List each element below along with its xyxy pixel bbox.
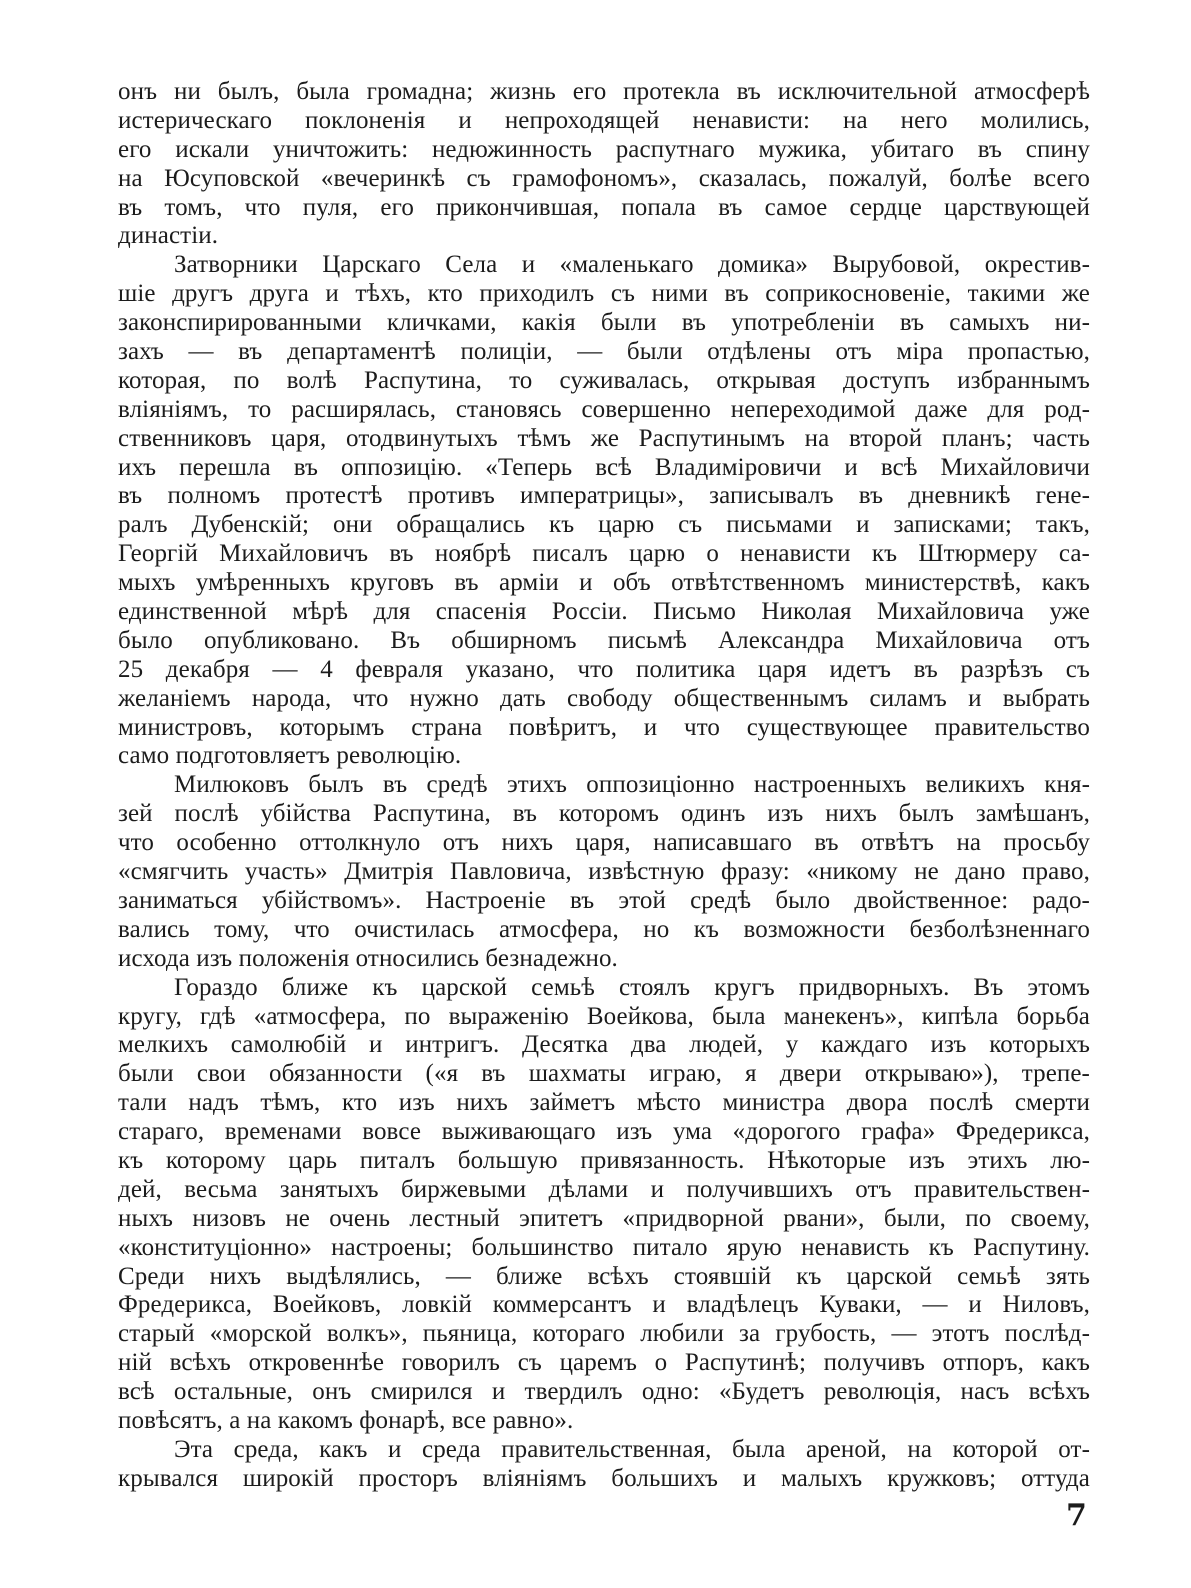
text-line: мелкихъ самолюбій и интригъ. Десятка два людей, у каждаго изъ которыхъ (118, 1031, 1090, 1059)
text-line: законспирированными кличками, какія были въ употребленіи въ самыхъ ни- (118, 309, 1090, 337)
text-line: «смягчить участь» Дмитрія Павловича, извѣстную фразу: «никому не дано право, (118, 858, 1090, 886)
body-text (118, 78, 1090, 1494)
text-line: 25 декабря — 4 февраля указано, что политика царя идетъ въ разрѣзъ съ (118, 655, 1090, 683)
text-line: ній всѣхъ откровеннѣе говорилъ съ царемъ о Распутинѣ; получивъ отпоръ, какъ (118, 1349, 1090, 1377)
text-line: вліяніямъ, то расширялась, становясь совершенно непереходимой даже для род- (118, 395, 1090, 423)
text-line: повѣсятъ, а на какомъ фонарѣ, все равно». (118, 1406, 574, 1434)
text-line: было опубликовано. Въ обширномъ письмѣ Александра Михайловича отъ (118, 626, 1090, 654)
text-line: вались тому, что очистилась атмосфера, но къ возможности безболѣзненнаго (118, 915, 1090, 943)
text-line: мыхъ умѣренныхъ круговъ въ арміи и объ отвѣтственномъ министерствѣ, какъ (118, 569, 1090, 597)
text-line: стараго, временами вовсе выживающаго изъ ума «дорогого графа» Фредерикса, (118, 1118, 1090, 1146)
text-line: захъ — въ департаментѣ полиціи, — были отдѣлены отъ міра пропастью, (118, 338, 1090, 366)
text-line: шіе другъ друга и тѣхъ, кто приходилъ съ ними въ соприкосновеніе, такими же (118, 280, 1090, 308)
text-line: дей, весьма занятыхъ биржевыми дѣлами и получившихъ отъ правительствен- (118, 1175, 1090, 1203)
text-line: исхода изъ положенія относились безнадежно. (118, 944, 618, 972)
text-line: династіи. (118, 222, 219, 250)
text-line: ныхъ низовъ не очень лестный эпитетъ «придворной рвани», были, по своему, (118, 1204, 1090, 1232)
text-line: «конституціонно» настроены; большинство питало ярую ненависть къ Распутину. (118, 1233, 1090, 1261)
text-line: къ которому царь питалъ большую привязанность. Нѣкоторые изъ этихъ лю- (118, 1146, 1090, 1174)
text-line: ихъ перешла въ оппозицію. «Теперь всѣ Владиміровичи и всѣ Михайловичи (118, 453, 1090, 481)
text-line: въ томъ, что пуля, его прикончившая, попала въ самое сердце царствующей (118, 193, 1090, 221)
text-line: Фредерикса, Воейковъ, ловкій коммерсантъ и владѣлецъ Куваки, — и Ниловъ, (118, 1291, 1090, 1319)
text-line: заниматься убійствомъ». Настроеніе въ этой средѣ было двойственное: радо- (118, 886, 1090, 914)
text-line: онъ ни былъ, была громадна; жизнь его протекла въ исключительной атмосферѣ (118, 78, 1090, 105)
text-line: которая, по волѣ Распутина, то суживалась, открывая доступъ избраннымъ (118, 366, 1090, 394)
text-line: всѣ остальные, онъ смирился и твердилъ одно: «Будетъ революція, насъ всѣхъ (118, 1378, 1090, 1406)
text-line: Гораздо ближе къ царской семьѣ стоялъ кругъ придворныхъ. Въ этомъ (174, 973, 1090, 1001)
text-line: кругу, гдѣ «атмосфера, по выраженію Воейкова, была манекенъ», кипѣла борьба (118, 1002, 1090, 1030)
text-line: Георгій Михайловичъ въ ноябрѣ писалъ царю о ненависти къ Штюрмеру са- (118, 540, 1090, 568)
text-line: Среди нихъ выдѣлялись, — ближе всѣхъ стоявшій къ царской семьѣ зять (118, 1262, 1090, 1290)
text-line: Затворники Царскаго Села и «маленькаго домика» Вырубовой, окрестив- (174, 251, 1090, 279)
text-line: старый «морской волкъ», пьяница, котораго любили за грубость, — этотъ послѣд- (118, 1320, 1090, 1348)
text-line: Эта среда, какъ и среда правительственная, была ареной, на которой от- (174, 1435, 1090, 1463)
text-line: истерическаго поклоненія и непроходящей ненависти: на него молились, (118, 106, 1090, 134)
text-line: на Юсуповской «вечеринкѣ съ грамофономъ», сказалась, пожалуй, болѣе всего (118, 164, 1090, 192)
text-line: что особенно оттолкнуло отъ нихъ царя, написавшаго въ отвѣтъ на просьбу (118, 829, 1090, 857)
text-line: само подготовляетъ революцію. (118, 742, 462, 770)
text-line: крывался широкій просторъ вліяніямъ большихъ и малыхъ кружковъ; оттуда (118, 1464, 1090, 1492)
text-line: въ полномъ протестѣ противъ императрицы», записывалъ въ дневникѣ гене- (118, 482, 1090, 510)
text-line: Милюковъ былъ въ средѣ этихъ оппозиціонно настроенныхъ великихъ кня- (174, 771, 1090, 799)
text-line: ственниковъ царя, отодвинутыхъ тѣмъ же Распутинымъ на второй планъ; часть (118, 424, 1090, 452)
text-line: желаніемъ народа, что нужно дать свободу общественнымъ силамъ и выбрать (118, 684, 1090, 712)
text-line: тали надъ тѣмъ, кто изъ нихъ займетъ мѣсто министра двора послѣ смерти (118, 1089, 1090, 1117)
text-line: ралъ Дубенскій; они обращались къ царю съ письмами и записками; такъ, (118, 511, 1090, 539)
text-line: зей послѣ убійства Распутина, въ которомъ одинъ изъ нихъ былъ замѣшанъ, (118, 800, 1090, 828)
text-line: единственной мѣрѣ для спасенія Россіи. Письмо Николая Михайловича уже (118, 598, 1090, 626)
text-line: министровъ, которымъ страна повѣритъ, и что существующее правительство (118, 713, 1090, 741)
page-number: 7 (1066, 1498, 1087, 1533)
text-line: были свои обязанности («я въ шахматы играю, я двери открываю»), трепе- (118, 1060, 1090, 1088)
text-line: его искали уничтожить: недюжинность распутнаго мужика, убитаго въ спину (118, 135, 1090, 163)
